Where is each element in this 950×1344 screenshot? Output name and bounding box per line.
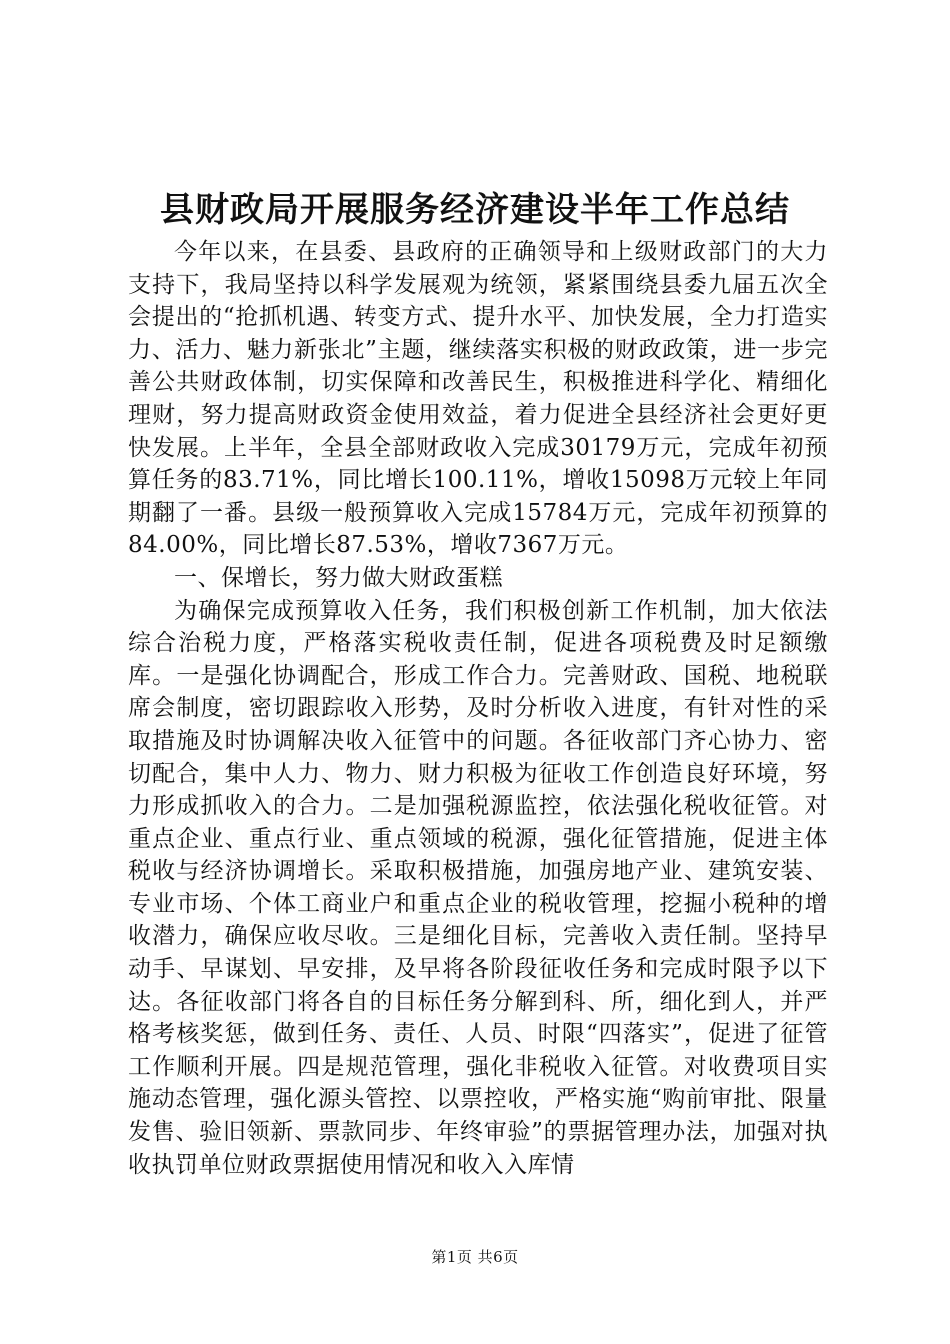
section-heading-1: 一、保增长，努力做大财政蛋糕 <box>174 564 503 591</box>
document-title: 县财政局开展服务经济建设半年工作总结 <box>160 190 790 230</box>
intro-paragraph: 今年以来，在县委、县政府的正确领导和上级财政部门的大力支持下，我局坚持以科学发展观为统领，紧紧围绕县委九届五次全会提出的“抢抓机遇、转变方式、提升水平、加快发展，全力打造实力、活力、魅力新张北”主题，继续落实积极的财政政策，进一步完善公共财政体制，切实保障和改善民生，积极推进科学化、精细化理财，努力提高财政资金使用效益，着力促进全县经济社会更好更快发展。上半年，全县全部财政收入完成30179万元，完成年初预算任务的83.71%，同比增长100.11%，增收15098万元较上年同期翻了一番。县级一般预算收入完成15784万元，完成年初预算的84.00%，同比增长87.53%，增收7367万元。 <box>128 239 828 559</box>
section-1-paragraph: 为确保完成预算收入任务，我们积极创新工作机制，加大依法综合治税力度，严格落实税收责任制，促进各项税费及时足额缴库。一是强化协调配合，形成工作合力。完善财政、国税、地税联席会制度，密切跟踪收入形势，及时分析收入进度，有针对性的采取措施及时协调解决收入征管中的问题。各征收部门齐心协力、密切配合，集中人力、物力、财力积极为征收工作创造良好环境，努力形成抓收入的合力。二是加强税源监控，依法强化税收征管。对重点企业、重点行业、重点领域的税源，强化征管措施，促进主体税收与经济协调增长。采取积极措施，加强房地产业、建筑安装、专业市场、个体工商业户和重点企业的税收管理，挖掘小税种的增收潜力，确保应收尽收。三是细化目标，完善收入责任制。坚持早动手、早谋划、早安排，及早将各阶段征收任务和完成时限予以下达。各征收部门将各自的目标任务分解到科、所，细化到人，并严格考核奖惩，做到任务、责任、人员、时限“四落实”，促进了征管工作顺利开展。四是规范管理，强化非税收入征管。对收费项目实施动态管理，强化源头管控、以票控收，严格实施“购前审批、限量发售、验旧领新、票款同步、年终审验”的票据管理办法，加强对执收执罚单位财政票据使用情况和收入入库情 <box>128 597 828 1178</box>
page-number-footer: 第1页 共6页 <box>431 1248 519 1266</box>
document-body <box>128 236 828 1181</box>
